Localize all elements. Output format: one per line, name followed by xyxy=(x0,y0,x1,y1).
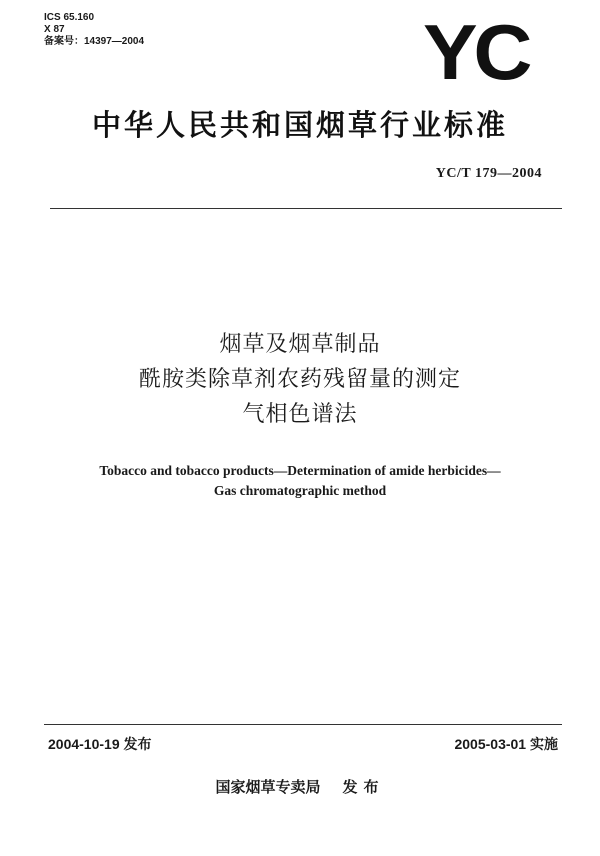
issuer-name: 国家烟草专卖局 xyxy=(215,778,321,796)
english-title xyxy=(0,461,600,501)
chinese-title-line: 气相色谱法 xyxy=(242,402,358,427)
bottom-divider xyxy=(44,724,562,725)
yc-logo: YC xyxy=(422,8,528,96)
class-code: X 87 xyxy=(44,24,65,35)
chinese-title-line: 酰胺类除草剂农药残留量的测定 xyxy=(138,367,461,392)
english-title-line: Gas chromatographic method xyxy=(213,483,387,498)
standard-number: YC/T 179—2004 xyxy=(435,166,542,181)
top-divider xyxy=(50,208,562,209)
issuing-authority xyxy=(0,776,600,797)
chinese-title-line: 烟草及烟草制品 xyxy=(219,332,381,357)
issue-label: 发布 xyxy=(342,778,385,796)
classification-block xyxy=(44,12,144,48)
industry-standard-title: 中华人民共和国烟草行业标准 xyxy=(91,108,508,142)
release-date: 2004-10-19 发布 xyxy=(48,736,152,752)
english-title-line: Tobacco and tobacco products—Determination of amide herbicides— xyxy=(99,463,501,478)
record-number: 备案号：14397—2004 xyxy=(44,36,145,47)
implement-date: 2005-03-01 实施 xyxy=(454,736,558,752)
ics-code: ICS 65.160 xyxy=(44,12,95,23)
chinese-title xyxy=(0,327,600,432)
